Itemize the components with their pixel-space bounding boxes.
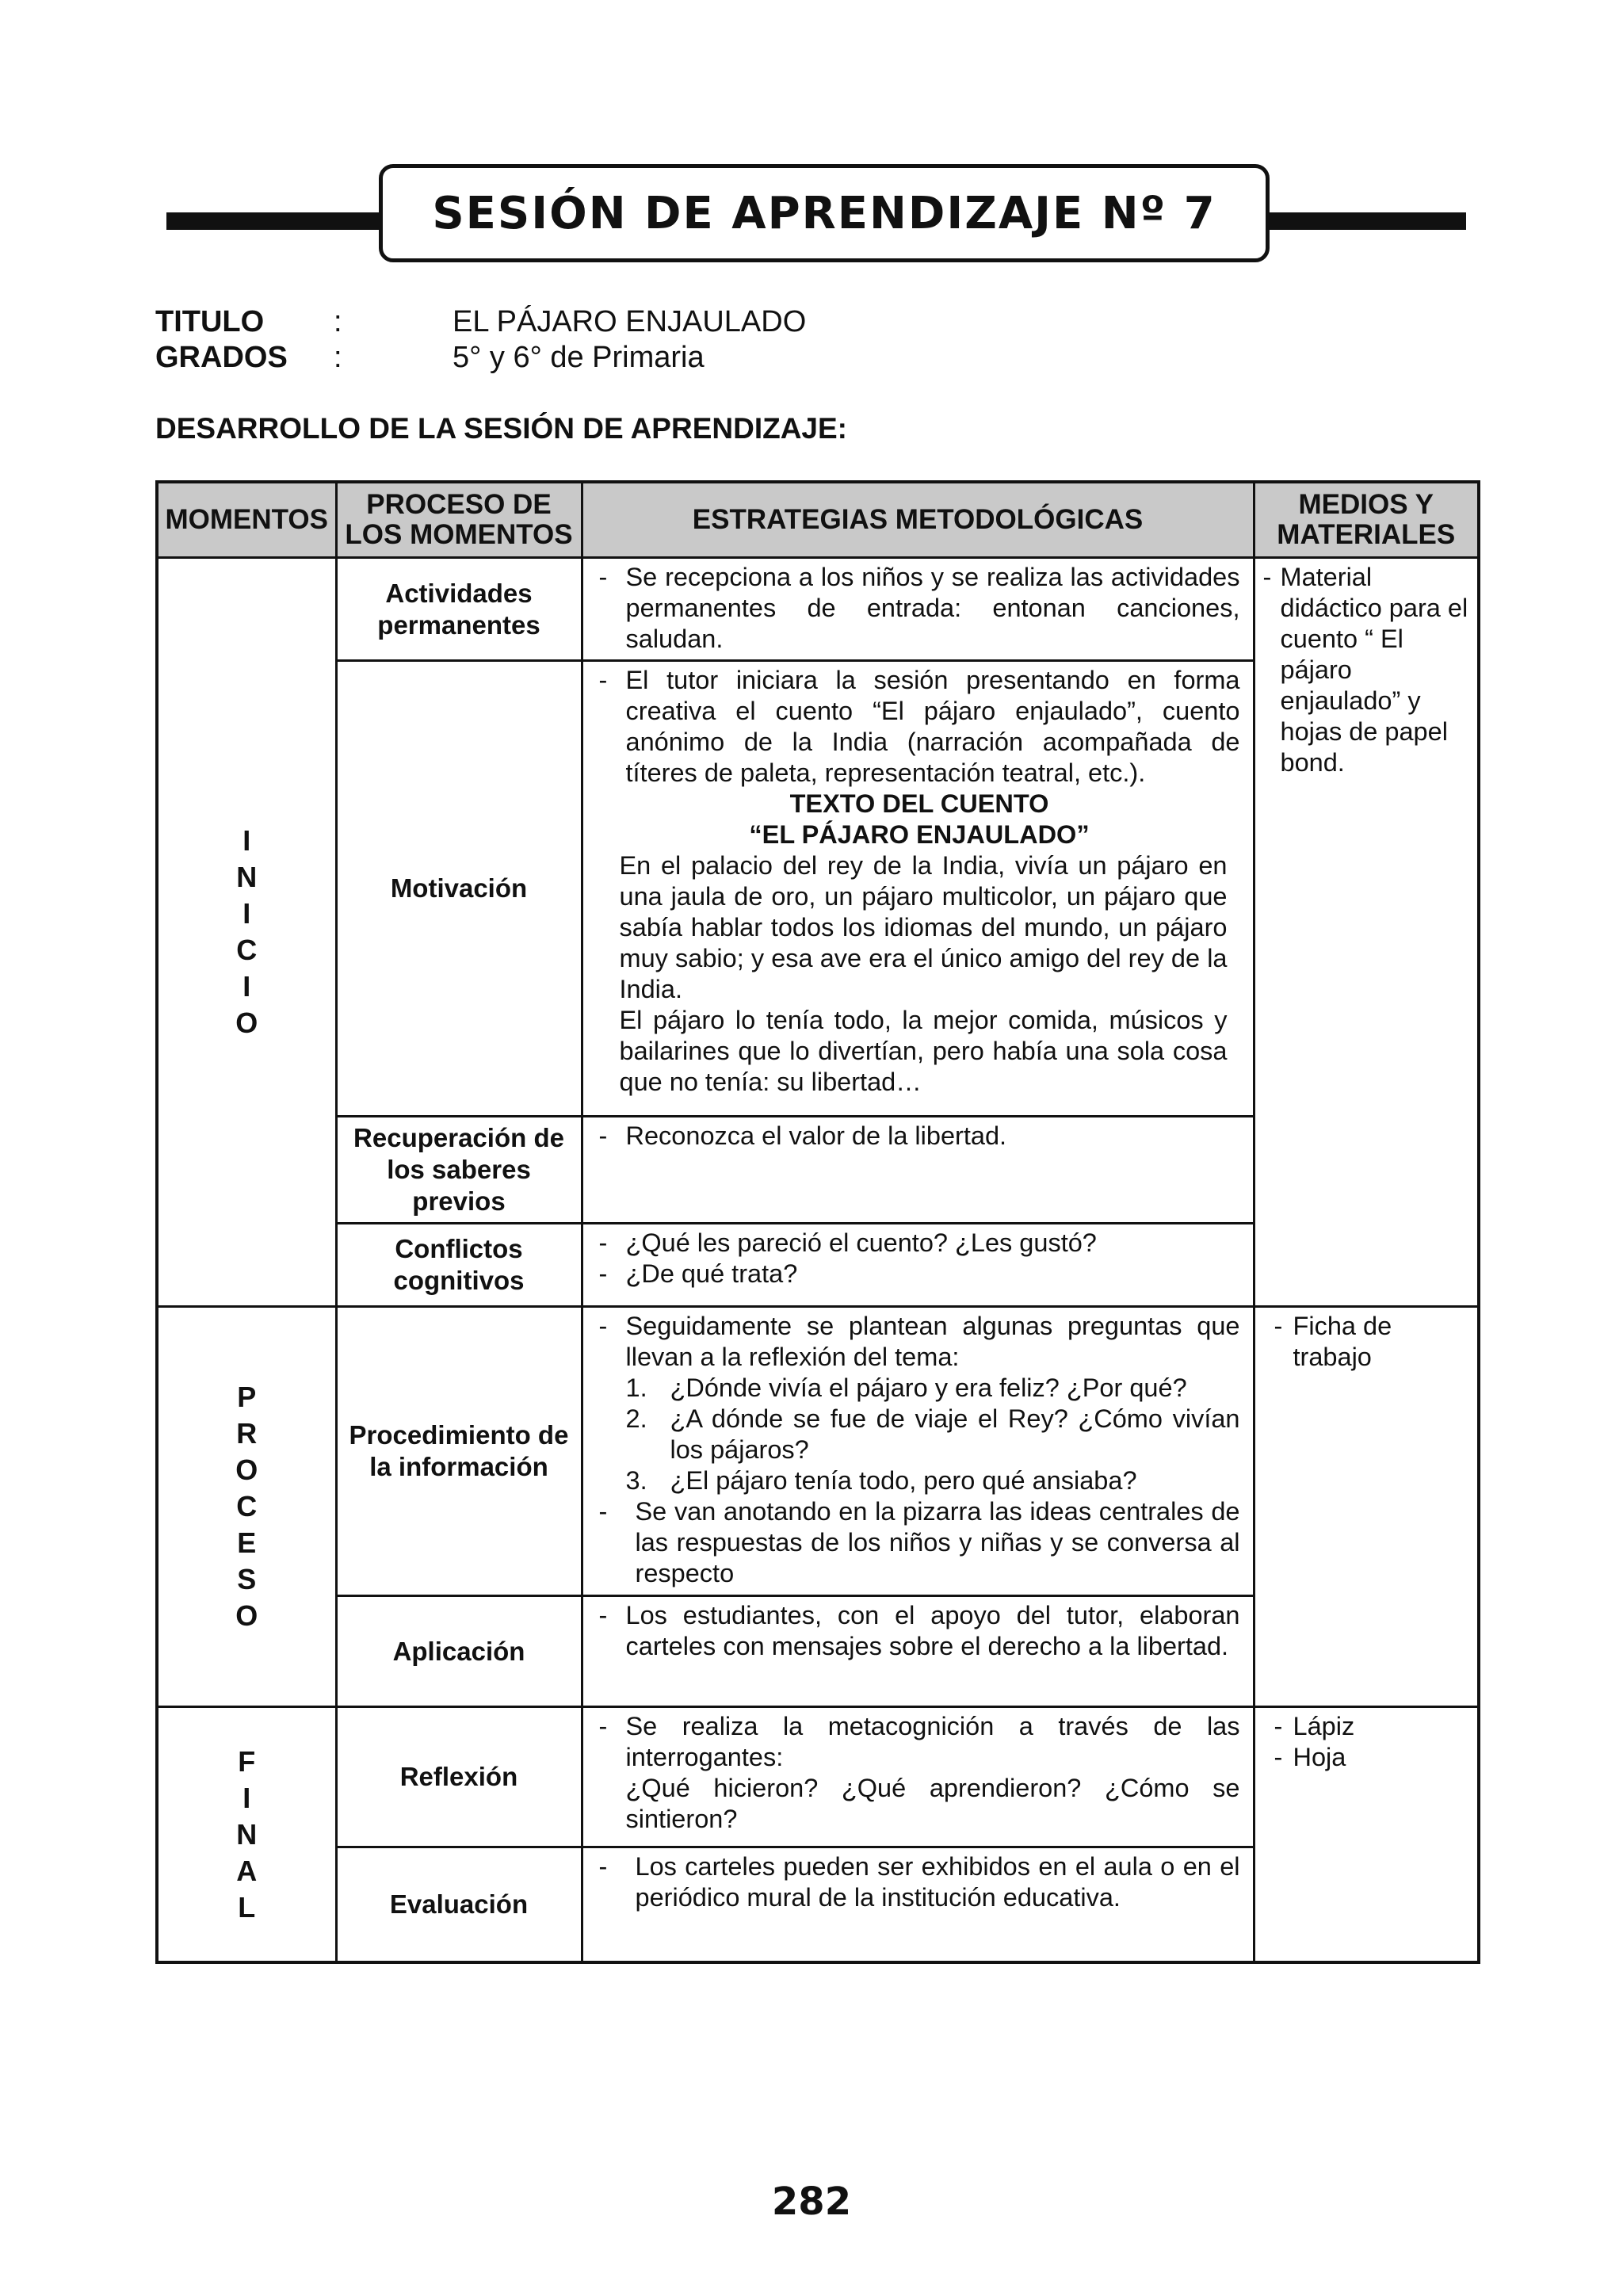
strategy-text: Seguidamente se plantean algunas preguntas que llevan a la reflexión del tema:	[625, 1312, 1240, 1371]
strategy-text: ¿De qué trata?	[625, 1259, 798, 1288]
dash: -	[598, 666, 608, 694]
dash: -	[598, 1712, 608, 1740]
grados-value: 5° y 6° de Primaria	[453, 341, 705, 374]
dash: -	[598, 1852, 608, 1881]
moment-proceso	[157, 1307, 336, 1707]
dash: -	[598, 1601, 608, 1629]
strategy-text: Reconozca el valor de la libertad.	[625, 1121, 1007, 1150]
question-number: 3.	[625, 1466, 647, 1495]
question-number: 1.	[625, 1373, 647, 1402]
strategy-actividades	[582, 558, 1254, 661]
media-text: Hoja	[1293, 1743, 1346, 1771]
moment-letter: E	[237, 1526, 257, 1559]
header-medios: MEDIOS Y MATERIALES	[1254, 482, 1479, 558]
moment-letter: O	[235, 1007, 258, 1039]
banner-line-right	[1268, 212, 1466, 230]
strategy-motivacion	[582, 661, 1254, 1117]
moment-letter: R	[236, 1417, 258, 1450]
media-text: Lápiz	[1293, 1712, 1355, 1740]
lesson-table	[155, 480, 1480, 1964]
strategy-recuperacion	[582, 1117, 1254, 1224]
header-estrategias: ESTRATEGIAS METODOLÓGICAS	[582, 482, 1254, 558]
process-reflexion: Reflexión	[336, 1707, 582, 1847]
dash: -	[598, 563, 608, 591]
header-momentos: MOMENTOS	[157, 482, 336, 558]
title-banner	[379, 164, 1270, 262]
table-row	[157, 1307, 1479, 1596]
page-number: 282	[771, 2179, 852, 2224]
grados-label: GRADOS	[155, 341, 288, 374]
story-paragraph: El pájaro lo tenía todo, la mejor comida, músicos y bailarines que lo divertían, pero había una sola cosa que no tenía: su libertad…	[619, 1006, 1228, 1096]
strategy-text: ¿Qué hicieron? ¿Qué aprendieron? ¿Cómo se sintieron?	[625, 1774, 1240, 1833]
media-text: Material didáctico para el cuento “ El pájaro enjaulado” y hojas de papel bond.	[1280, 563, 1468, 777]
strategy-text: ¿Qué les pareció el cuento? ¿Les gustó?	[625, 1228, 1097, 1257]
process-actividades: Actividades permanentes	[336, 558, 582, 661]
dash: -	[598, 1312, 608, 1340]
strategy-text: Se recepciona a los niños y se realiza las actividades permanentes de entrada: entonan canciones, saludan.	[625, 563, 1240, 653]
story-title: TEXTO DEL CUENTO	[789, 789, 1049, 818]
strategy-text: Los carteles pueden ser exhibidos en el aula o en el periódico mural de la institución educativa.	[635, 1852, 1240, 1912]
moment-letter: F	[238, 1744, 256, 1778]
grados-colon: :	[334, 341, 342, 374]
moment-letter: I	[242, 970, 251, 1003]
story-paragraph: En el palacio del rey de la India, vivía un pájaro en una jaula de oro, un pájaro multicolor, un pájaro que sabía hablar todos los idiomas del mundo, un pájaro muy sabio; y esa ave era el único amigo del rey de la India.	[619, 851, 1228, 1003]
dash: -	[1274, 1743, 1283, 1771]
titulo-value: EL PÁJARO ENJAULADO	[453, 305, 807, 338]
section-title: DESARROLLO DE LA SESIÓN DE APRENDIZAJE:	[155, 412, 848, 445]
moment-letter: A	[236, 1854, 258, 1887]
dash: -	[1262, 563, 1272, 591]
strategy-evaluacion	[582, 1847, 1254, 1963]
moment-letter: N	[236, 1817, 258, 1851]
process-conflictos: Conflictos cognitivos	[336, 1224, 582, 1307]
moment-letter: I	[242, 1781, 251, 1814]
titulo-label: TITULO	[155, 305, 265, 338]
moment-letter: O	[235, 1454, 258, 1486]
dash: -	[598, 1259, 608, 1288]
moment-letter: C	[236, 934, 258, 966]
moment-letter: O	[235, 1599, 258, 1632]
strategy-text: Se van anotando en la pizarra las ideas centrales de las respuestas de los niños y niñas y se conversa al respecto	[635, 1497, 1240, 1587]
dash: -	[598, 1497, 608, 1526]
banner-line-left	[166, 212, 382, 230]
dash: -	[1274, 1312, 1283, 1340]
titulo-colon: :	[334, 305, 342, 338]
strategy-aplicacion	[582, 1596, 1254, 1707]
question-number: 2.	[625, 1404, 647, 1433]
table-row	[157, 558, 1479, 661]
media-proceso	[1254, 1307, 1479, 1707]
process-evaluacion: Evaluación	[336, 1847, 582, 1963]
strategy-text: El tutor iniciara la sesión presentando en forma creativa el cuento “El pájaro enjaulado”, cuento anónimo de la India (narración acompañada de títeres de paleta, representación teatral, etc.).	[625, 666, 1240, 787]
moment-letter: S	[237, 1563, 257, 1595]
header-proceso: PROCESO DE LOS MOMENTOS	[336, 482, 582, 558]
table-row	[157, 1707, 1479, 1847]
moment-letter: I	[242, 897, 251, 930]
media-final	[1254, 1707, 1479, 1963]
moment-letter: P	[237, 1381, 257, 1413]
moment-letter: C	[236, 1490, 258, 1522]
moment-inicio	[157, 558, 336, 1307]
dash: -	[1274, 1712, 1283, 1740]
table-header-row	[157, 482, 1479, 558]
strategy-text: Se realiza la metacognición a través de las interrogantes:	[625, 1712, 1240, 1771]
media-text: Ficha de trabajo	[1293, 1312, 1392, 1371]
question-text: ¿Dónde vivía el pájaro y era feliz? ¿Por qué?	[670, 1373, 1187, 1402]
process-aplicacion: Aplicación	[336, 1596, 582, 1707]
media-inicio	[1254, 558, 1479, 1307]
process-motivacion: Motivación	[336, 661, 582, 1117]
story-name: “EL PÁJARO ENJAULADO”	[749, 820, 1090, 849]
moment-letter: L	[238, 1890, 256, 1924]
question-text: ¿El pájaro tenía todo, pero qué ansiaba?	[670, 1466, 1137, 1495]
strategy-reflexion	[582, 1707, 1254, 1847]
strategy-procedimiento	[582, 1307, 1254, 1596]
strategy-conflictos	[582, 1224, 1254, 1307]
moment-final	[157, 1707, 336, 1963]
moment-letter: N	[236, 861, 258, 893]
question-text: ¿A dónde se fue de viaje el Rey? ¿Cómo vivían los pájaros?	[670, 1404, 1240, 1464]
strategy-text: Los estudiantes, con el apoyo del tutor, elaboran carteles con mensajes sobre el derecho a la libertad.	[625, 1601, 1240, 1660]
dash: -	[598, 1228, 608, 1257]
dash: -	[598, 1121, 608, 1150]
process-procedimiento: Procedimiento de la información	[336, 1307, 582, 1596]
page-title: SESIÓN DE APRENDIZAJE Nº 7	[432, 187, 1216, 239]
process-recuperacion: Recuperación de los saberes previos	[336, 1117, 582, 1224]
moment-letter: I	[242, 824, 251, 857]
